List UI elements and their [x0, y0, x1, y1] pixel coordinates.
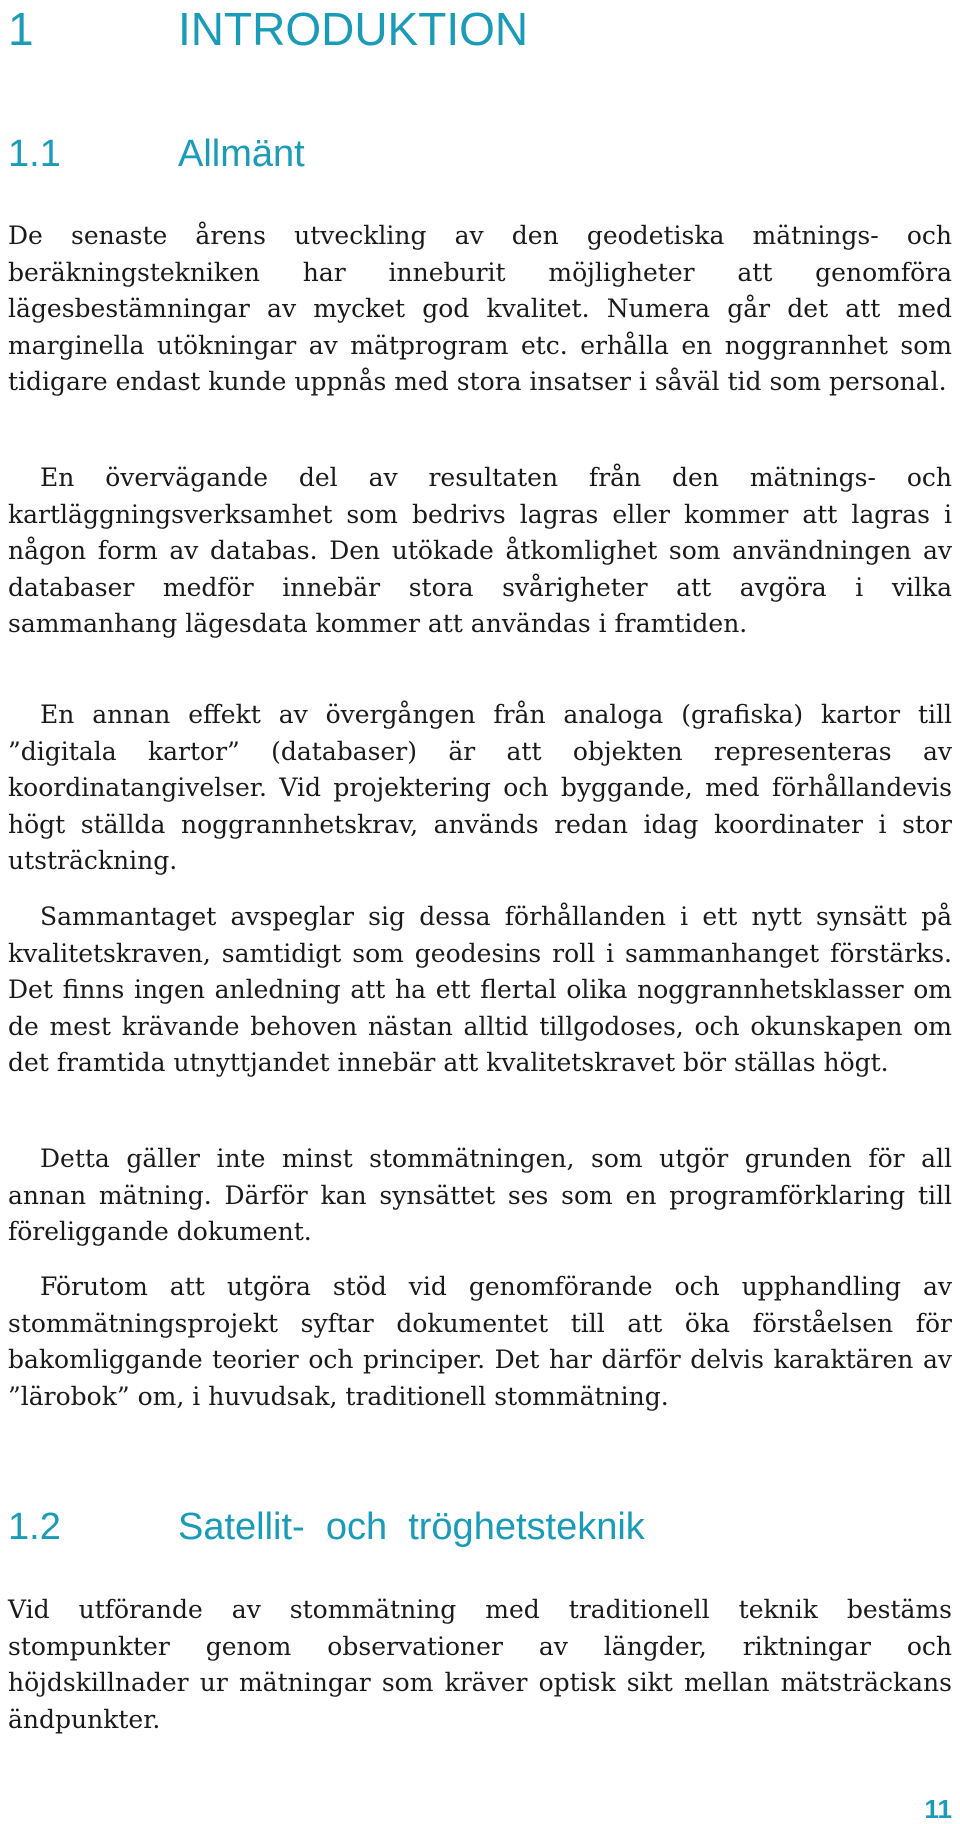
paragraph-2: En övervägande del av resultaten från den mätnings- och kartläggningsverksamhet som bedrivs lagras eller kommer att lagras i någon form av databas. Den utökade åtkomlighet som användningen av databaser medför innebär stora svårigheter att avgöra i vilka sammanhang lägesdata kommer att användas i framtiden.: [8, 463, 952, 638]
section-heading-satellit: [8, 1503, 645, 1551]
paragraph-3: En annan effekt av övergången från analoga (grafiska) kartor till ”digitala kartor” (databaser) är att objekten representeras av koordinatangivelser. Vid projektering och byggande, med förhållandevis högt ställda noggrannhetskrav, används redan idag koordinater i stor utsträckning.: [8, 700, 952, 875]
paragraph-6: Förutom att utgöra stöd vid genomförande och upphandling av stommätningsprojekt syftar dokumentet till att öka förståelsen för bakomliggande teorier och principer. Det har därför delvis karaktären av ”lärobok” om, i huvudsak, traditionell stommätning.: [8, 1272, 952, 1411]
section-heading-allmant: [8, 130, 305, 178]
section-title: Satellit- och tröghetsteknik: [178, 1506, 645, 1548]
page-number: 11: [924, 1794, 952, 1824]
section-number: 1.1: [8, 133, 61, 175]
section-number: 1.2: [8, 1506, 61, 1548]
chapter-title: INTRODUKTION: [178, 3, 529, 55]
paragraph-5: Detta gäller inte minst stommätningen, som utgör grunden för all annan mätning. Därför kan synsättet ses som en programförklaring till föreliggande dokument.: [8, 1144, 952, 1246]
chapter-heading: [8, 0, 528, 58]
paragraph-1: De senaste årens utveckling av den geodetiska mätnings- och beräkningstekniken har inneburit möjligheter att genomföra lägesbestämningar av mycket god kvalitet. Numera går det att med marginella utökningar av mätprogram etc. erhålla en noggrannhet som tidigare endast kunde uppnås med stora insatser i såväl tid som personal.: [8, 221, 952, 396]
chapter-number: 1: [8, 3, 34, 55]
section-title: Allmänt: [178, 133, 305, 175]
paragraph-4: Sammantaget avspeglar sig dessa förhållanden i ett nytt synsätt på kvalitetskraven, samtidigt som geodesins roll i sammanhanget förstärks. Det finns ingen anledning att ha ett flertal olika noggrannhetsklasser om de mest krävande behoven nästan alltid tillgodoses, och okunskapen om det framtida utnyttjandet innebär att kvalitetskravet bör ställas högt.: [8, 902, 952, 1077]
paragraph-7: Vid utförande av stommätning med traditionell teknik bestäms stompunkter genom observationer av längder, riktningar och höjdskillnader ur mätningar som kräver optisk sikt mellan mätsträckans ändpunkter.: [8, 1595, 952, 1734]
